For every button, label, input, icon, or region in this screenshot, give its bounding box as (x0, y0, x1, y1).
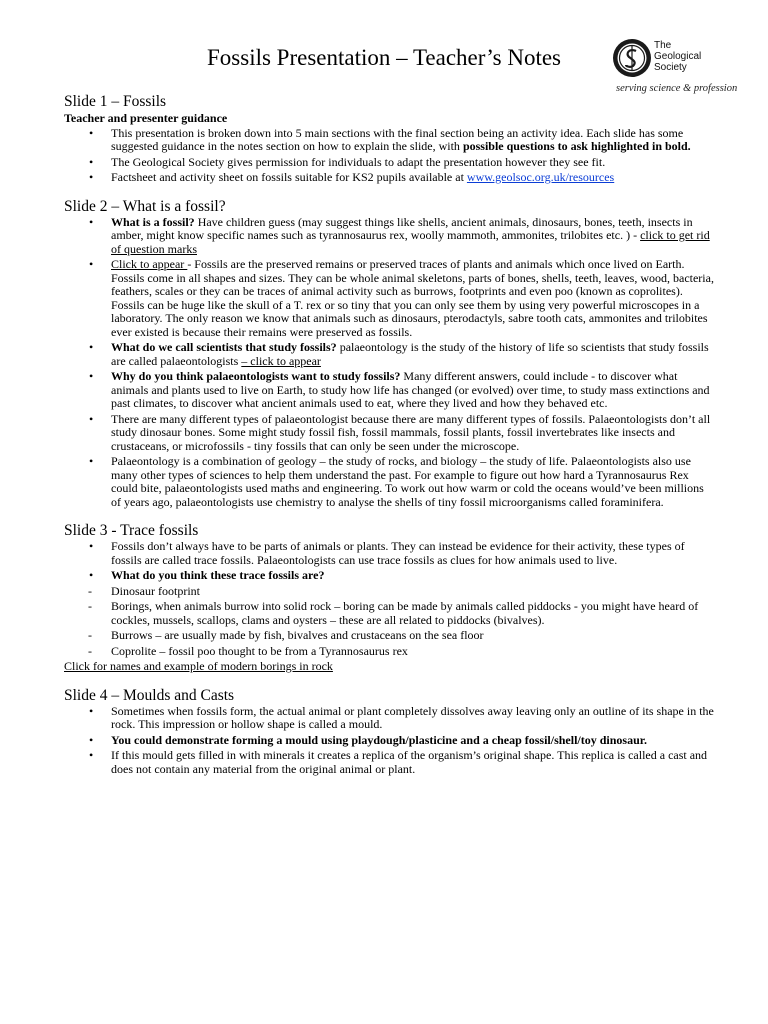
list-item: - Dinosaur footprint (64, 585, 714, 599)
list-item: • Factsheet and activity sheet on fossils suitable for KS2 pupils available at www.geolsoc.org.uk/resources (64, 171, 714, 185)
slide2-list (64, 216, 714, 510)
list-item: • The Geological Society gives permission for individuals to adapt the presentation however they see fit. (64, 156, 714, 170)
page-title: Fossils Presentation – Teacher’s Notes (207, 45, 561, 70)
notes-content (64, 90, 714, 778)
list-item: • This presentation is broken down into 5 main sections with the final section being an activity idea. Each slide has some suggested guidance in the notes section on how to explain the slide, with possible questions to ask highlighted in bold. (64, 127, 714, 154)
list-item: • What is a fossil? Have children guess (may suggest things like shells, ancient animals, dinosaurs, bones, teeth, insects in amber, might know specific names such as tyrannosaurus rex, woolly mammoth, ammonites, trilobites etc. ) - click to get rid of question marks (64, 216, 714, 257)
slide4-heading: Slide 4 – Moulds and Casts (64, 686, 235, 704)
logo-tagline: serving science & profession (616, 83, 738, 94)
list-item: - Coprolite – fossil poo thought to be from a Tyrannosaurus rex (64, 645, 714, 659)
logo-text-line2: Geological (654, 51, 702, 62)
slide1-list (64, 127, 714, 185)
click-to-appear-link[interactable]: – click to appear (241, 353, 321, 368)
resources-link[interactable]: www.geolsoc.org.uk/resources (466, 170, 615, 184)
slide4-list (64, 705, 714, 777)
logo-text-line3: Society (654, 62, 687, 73)
list-item: • Sometimes when fossils form, the actual animal or plant completely dissolves away leaving only an outline of its shape in the rock. This impression or hollow shape is called a mould. (64, 705, 714, 732)
click-question-marks-link[interactable]: click to get rid of question marks (111, 228, 710, 256)
slide1-subheading: Teacher and presenter guidance (64, 111, 228, 125)
list-item: • Palaeontology is a combination of geology – the study of rocks, and biology – the study of life. Palaeontologists also use many other types of sciences to help them understand the past. For example to figure out how hard a Tyrannosaurus Rex could bite, palaeontologists used maths and engineering. To work out how warm or cold the oceans would’ve been millions of years ago, palaeontologists use chemistry to analyse the shells of tiny fossil microorganisms called foraminifera. (64, 455, 714, 509)
modern-borings-link[interactable]: Click for names and example of modern borings in rock (64, 659, 333, 673)
list-item: • You could demonstrate forming a mould using playdough/plasticine and a cheap fossil/shell/toy dinosaur. (64, 734, 714, 748)
society-emblem-icon (612, 38, 652, 78)
list-item: - Borings, when animals burrow into solid rock – boring can be made by animals called piddocks - you might have heard of cockles, mussels, scallops, clams and oysters – these are all related to piddocks (bivalves). (64, 600, 714, 627)
slide3-list (64, 540, 714, 658)
list-item: • Fossils don’t always have to be parts of animals or plants. They can instead be evidence for their activity, these types of fossils are called trace fossils. Palaeontologists can use trace fossils as clues for how animals used to live. (64, 540, 714, 567)
list-item: • What do we call scientists that study fossils? palaeontology is the study of the history of life so scientists that study fossils are called palaeontologists – click to appear (64, 341, 714, 368)
slide1-heading: Slide 1 – Fossils (64, 93, 167, 110)
list-item: • What do you think these trace fossils are? (64, 569, 714, 583)
logo-text-line1: The (654, 40, 672, 51)
list-item: • Why do you think palaeontologists want to study fossils? Many different answers, could include - to discover what animals and plants used to live on Earth, to study how life has changed (or evolved) over time, to study mass extinctions and past climates, to discover what ancient animals used to eat, where they lived and how they behaved etc. (64, 370, 714, 411)
slide3-heading: Slide 3 - Trace fossils (64, 522, 199, 539)
geological-society-logo (612, 38, 742, 96)
slide2-heading: Slide 2 – What is a fossil? (64, 197, 226, 215)
list-item: • Click to appear - Fossils are the preserved remains or preserved traces of plants and animals which once lived on Earth. Fossils come in all shapes and sizes. They can be whole animal skeletons, parts of bones, shells, teeth, leaves, wood, bacteria, feathers, scales or they can be traces of animal activity such as burrows, footprints and even poo (known as coprolites). Fossils can be huge like the skull of a T. rex or so tiny that you can only see them by using very powerful microscopes in a laboratory. The only reason we know that animals such as dinosaurs, pterodactyls, sabre tooth cats, ammonites and trilobites ever existed is because their remains were preserved as fossils. (64, 258, 714, 339)
click-to-appear-link[interactable]: Click to appear (111, 257, 188, 271)
list-item: - Burrows – are usually made by fish, bivalves and crustaceans on the sea floor (64, 629, 714, 643)
list-item: • There are many different types of palaeontologist because there are many different types of fossils. Palaeontologists don’t all study dinosaur bones. Some might study fossil fish, fossil mammals, fossil plants, fossil invertebrates like insects and crustaceans, or microfossils - tiny fossils that can only be seen under the microscope. (64, 413, 714, 454)
list-item: • If this mould gets filled in with minerals it creates a replica of the organism’s original shape. This replica is called a cast and does not contain any material from the original animal or plant. (64, 749, 714, 776)
